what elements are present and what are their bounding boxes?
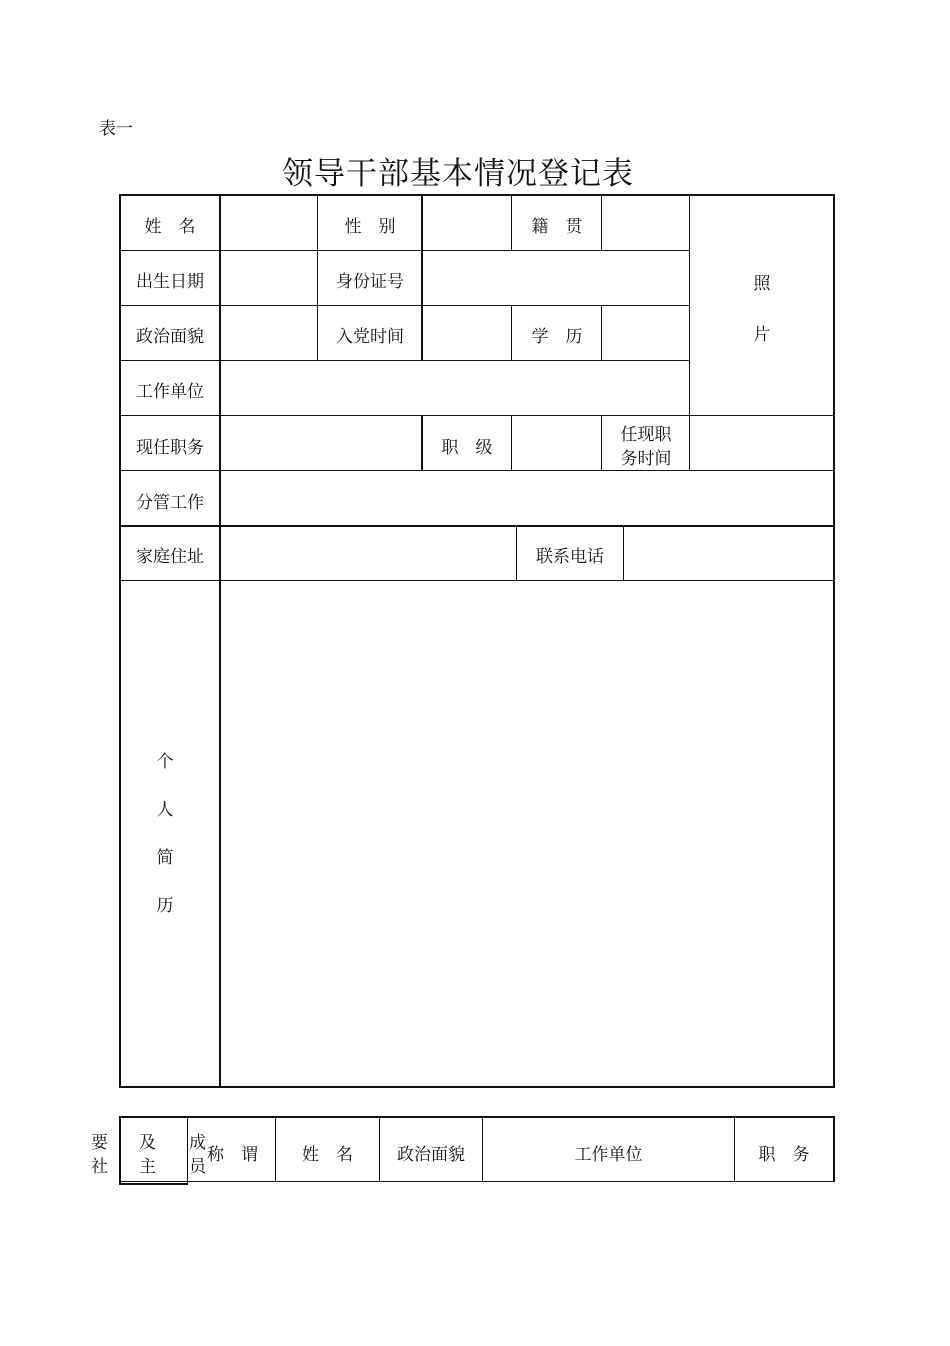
current-post-label: 现任职务 xyxy=(136,438,204,458)
name-field[interactable] xyxy=(222,197,316,249)
party-join-label: 入党时间 xyxy=(336,327,404,347)
resume-label xyxy=(120,738,210,930)
native-place-label: 籍 贯 xyxy=(531,217,583,237)
resume-char: 人 xyxy=(156,800,174,820)
birth-date-label: 出生日期 xyxy=(136,272,204,292)
family-side-label-2: 社 xyxy=(91,1157,108,1177)
family-col1-line2: 主 xyxy=(139,1157,156,1177)
id-number-label: 身份证号 xyxy=(336,272,404,292)
education-field[interactable] xyxy=(603,307,688,359)
family-col2-line2: 员 xyxy=(189,1157,206,1177)
political-status-field[interactable] xyxy=(222,307,316,359)
row-line xyxy=(120,415,834,416)
family-work-unit-header: 工作单位 xyxy=(574,1145,643,1165)
family-political-header: 政治面貌 xyxy=(397,1145,465,1165)
birth-date-field[interactable] xyxy=(222,252,316,304)
family-col1-line1: 及 xyxy=(139,1133,156,1153)
family-border-top xyxy=(119,1116,835,1118)
family-border-right xyxy=(833,1116,835,1182)
education-label: 学 历 xyxy=(531,327,583,347)
id-number-field[interactable] xyxy=(424,252,688,304)
political-status-label: 政治面貌 xyxy=(136,327,204,347)
resume-char: 简 xyxy=(156,848,174,868)
family-name-header: 姓 名 xyxy=(302,1145,353,1165)
post-time-label-line2: 务时间 xyxy=(620,449,672,469)
row-line xyxy=(120,525,834,527)
family-position-header: 职 务 xyxy=(758,1145,810,1165)
resume-char: 个 xyxy=(156,752,174,772)
col-line xyxy=(689,195,690,416)
native-place-field[interactable] xyxy=(603,197,688,249)
name-label: 姓 名 xyxy=(144,217,196,237)
work-unit-field[interactable] xyxy=(222,362,688,414)
family-side-label-1: 要 xyxy=(91,1133,108,1153)
row-line xyxy=(120,250,690,251)
resume-char: 历 xyxy=(156,896,174,916)
form-number: 表一 xyxy=(99,119,133,139)
rank-label: 职 级 xyxy=(441,438,493,458)
address-field[interactable] xyxy=(222,528,515,579)
row-line xyxy=(120,305,690,306)
post-time-field[interactable] xyxy=(691,417,832,469)
gender-field[interactable] xyxy=(424,197,510,249)
row-line xyxy=(120,470,834,471)
row-line xyxy=(120,360,690,361)
family-border-bottom-left xyxy=(119,1183,188,1185)
rank-field[interactable] xyxy=(513,417,600,469)
row-line xyxy=(120,580,834,581)
family-border-bottom xyxy=(119,1181,835,1182)
resume-field[interactable] xyxy=(222,582,832,1085)
phone-label: 联系电话 xyxy=(536,547,604,567)
photo-label-bottom: 片 xyxy=(753,325,771,345)
responsibility-field[interactable] xyxy=(222,472,832,524)
party-join-field[interactable] xyxy=(424,307,510,359)
table-border-bottom xyxy=(119,1086,835,1088)
photo-label-top: 照 xyxy=(753,274,771,294)
address-label: 家庭住址 xyxy=(136,547,204,567)
family-col-line xyxy=(187,1117,188,1184)
family-col2-line1: 成 xyxy=(189,1133,206,1153)
gender-label: 性 别 xyxy=(344,217,396,237)
work-unit-label: 工作单位 xyxy=(136,382,204,402)
photo-box[interactable] xyxy=(691,197,832,414)
relation-header: 称 谓 xyxy=(207,1145,258,1165)
responsibility-label: 分管工作 xyxy=(136,493,204,513)
col-line xyxy=(623,526,624,581)
post-time-label-line1: 任现职 xyxy=(620,425,672,445)
phone-field[interactable] xyxy=(625,528,832,579)
table-border-top xyxy=(119,194,835,196)
family-border-left xyxy=(119,1116,121,1185)
page-title: 领导干部基本情况登记表 xyxy=(282,156,634,192)
current-post-field[interactable] xyxy=(222,417,420,469)
